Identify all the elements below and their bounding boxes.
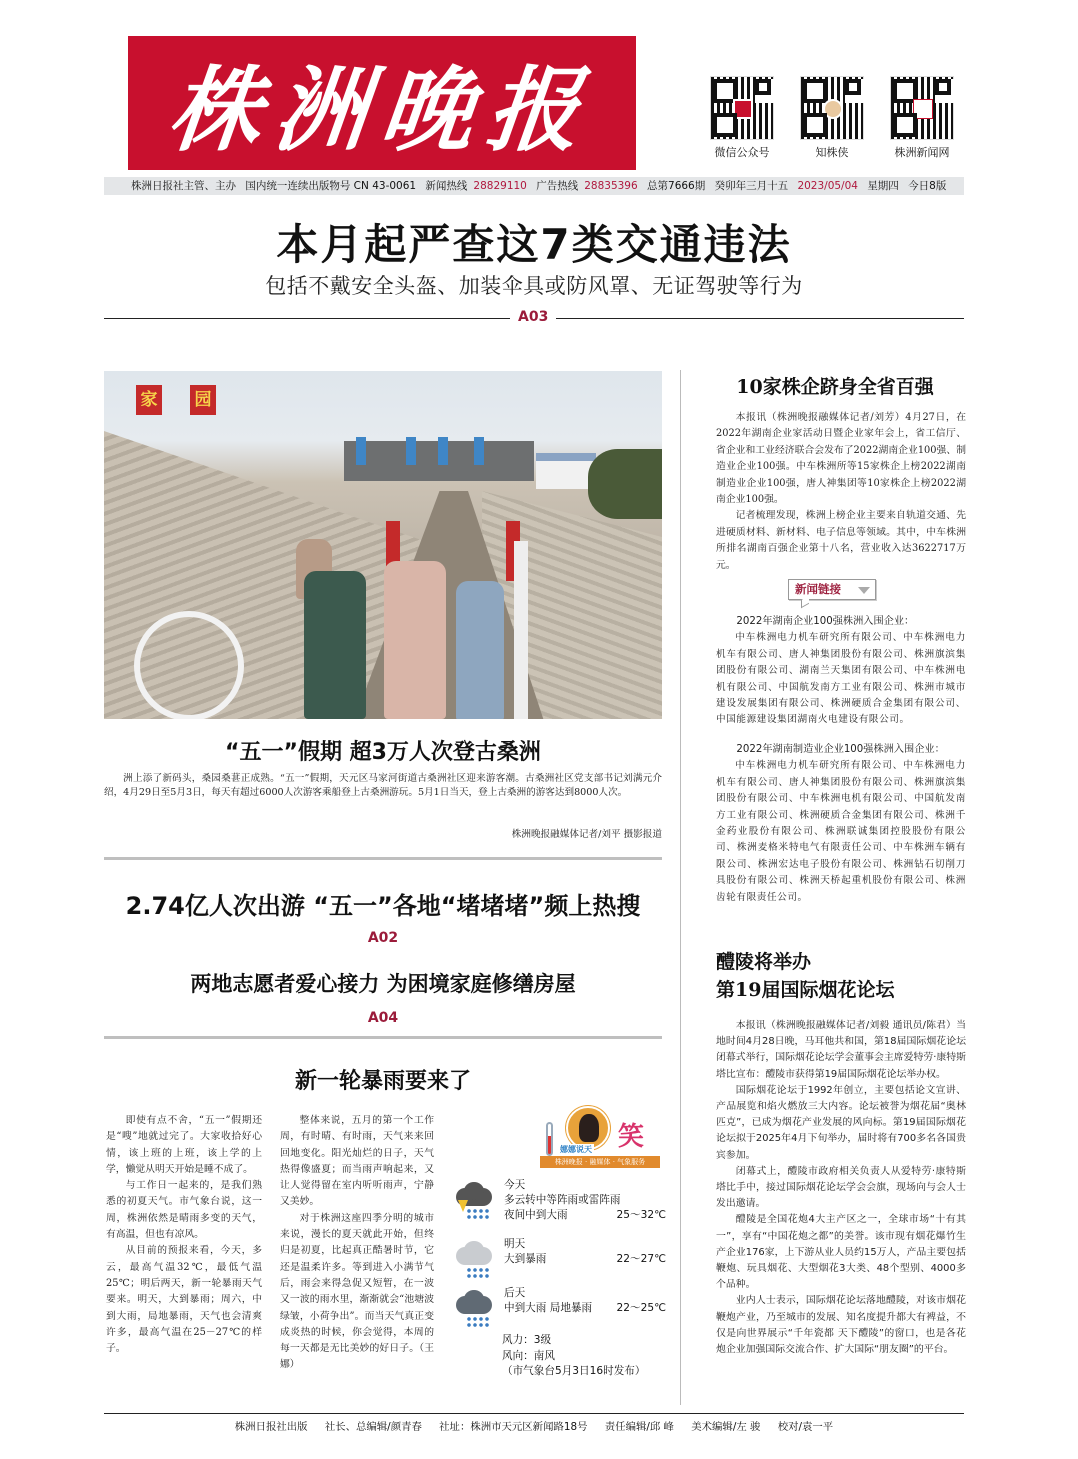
forecast-temp: 25～32℃: [616, 1209, 666, 1221]
chevron-down-icon: [858, 587, 870, 594]
qr-label: 微信公众号: [714, 146, 770, 159]
list-text: 中车株洲电力机车研究所有限公司、中车株洲电力机车有限公司、唐人神集团股份有限公司、株洲旗滨集团股份有限公司、中车株洲电机有限公司、中国航发南方工业有限公司、株洲硬质合金集团有限公司、株洲千金药业股份有限公司、株洲联诚集团控股股份有限公司、株洲麦格米特电气有限责任公司、中车株洲车辆有限公司、株洲宏达电子股份有限公司、株洲钻石切削刀具股份有限公司、株洲天桥起重机股份有限公司、株洲齿轮有限责任公司。: [716, 760, 966, 903]
thermometer-icon: [546, 1122, 553, 1156]
rain-icon: [452, 1290, 494, 1318]
news-hotline-label: 新闻热线: [425, 180, 468, 192]
list-text: 中车株洲电力机车研究所有限公司、中车株洲电力机车有限公司、唐人神集团股份有限公司、株洲旗滨集团股份有限公司、湖南兰天集团有限公司、中车株洲电机有限公司、中国航发南方工业有限公司、株洲市城市建设发展集团有限公司、株洲硬质合金集团有限公司、中国能源建设集团湖南火电建设有限公司。: [716, 632, 966, 726]
news-photo: [104, 371, 662, 719]
footer-publisher: 株洲日报社出版: [234, 1421, 308, 1433]
issue-info-bar: [104, 177, 964, 195]
teaser-headline[interactable]: 两地志愿者爱心接力 为困境家庭修缮房屋: [190, 972, 576, 996]
page-ref-a02[interactable]: A02: [367, 930, 399, 946]
qr-news-site[interactable]: [888, 76, 956, 160]
forecast-issued: （市气象台5月3日16时发布）: [502, 1365, 646, 1377]
page-ref-a03[interactable]: A03: [510, 309, 556, 325]
footer-art-editor: 美术编辑/左 骏: [691, 1421, 761, 1433]
qr-code-group: [708, 76, 956, 160]
badge-char: 笑: [618, 1122, 645, 1152]
qr-code-icon: [800, 76, 864, 140]
company-list: [716, 614, 966, 729]
photo-story-text: 洲上添了新码头，桑园桑葚正成熟。“五一”假期，天元区马家河街道古桑洲社区迎来游客潮。古桑洲社区党支部书记刘满元介绍，4月29日至5月3日，每天有超过6000人次游客乘船登上古桑洲游玩。5月1日当天，登上古桑洲的游客达到8000人次。: [104, 773, 662, 798]
paragraph: 本报讯（株洲晚报融媒体记者/刘毅 通讯员/陈君）当地时间4月28日晚，马耳他共和国，第18届国际烟花论坛闭幕式举行，国际烟花论坛学会董事会主席爱特劳·康特斯塔比宣布：醴陵市获得第19届国际烟花论坛举办权。: [716, 1020, 967, 1080]
publisher-info: 株洲日报社主管、主办: [131, 180, 236, 192]
weather-column-badge: [540, 1104, 660, 1170]
right-story-title[interactable]: 10家株企跻身全省百强: [736, 376, 934, 398]
photo-sign: 家: [136, 385, 162, 415]
heavy-rain-icon: [452, 1241, 494, 1269]
title-line: 第19届国际烟花论坛: [716, 979, 895, 1001]
wind-direction: 风向：南风: [502, 1349, 555, 1362]
badge-name: 娜娜说天: [560, 1145, 592, 1154]
ad-hotline-label: 广告热线: [536, 180, 579, 192]
company-list: [716, 742, 966, 906]
forecast-condition: 夜间中到大雨: [504, 1209, 568, 1221]
title-line: 醴陵将举办: [716, 951, 812, 973]
paragraph: 闭幕式上，醴陵市政府相关负责人从爱特劳·康特斯塔比手中，接过国际烟花论坛学会会旗，现场向与会人士发出邀请。: [716, 1165, 966, 1210]
masthead-logo: [128, 36, 636, 170]
ad-hotline: 28835396: [584, 180, 638, 192]
weather-story-title[interactable]: 新一轮暴雨要来了: [294, 1068, 471, 1094]
forecast-temp: 22～27℃: [616, 1253, 666, 1265]
paragraph: 与工作日一起来的，是我们熟悉的初夏天气。市气象台说，这一周，株洲依然是晴雨多变的天气，有高温，但也有凉风。: [106, 1180, 262, 1241]
serial-number: 国内统一连续出版物号 CN 43-0061: [245, 180, 417, 192]
footer-address: 社址：株洲市天元区新闻路18号: [439, 1421, 588, 1433]
weather-story-column: [106, 1113, 262, 1357]
paragraph: 本报讯（株洲晚报融媒体记者/刘芳）4月27日，在2022年湖南企业家活动日暨企业家年会上，省工信厅、省企业和工业经济联合会发布了2022湖南企业100强、制造业企业100强。中车株洲所等15家株企上榜2022湖南制造业企业100强，唐人神集团等10家株企上榜2022湖南企业100强。: [716, 412, 966, 506]
wind-force: 风力：3级: [502, 1334, 552, 1346]
lead-headline[interactable]: 本月起严查这7类交通违法: [276, 220, 792, 269]
column-divider: [680, 370, 681, 1405]
qr-zhizhuxia[interactable]: [798, 76, 866, 160]
paragraph: 业内人士表示，国际烟花论坛落地醴陵，对该市烟花鞭炮产业，乃至城市的发展、知名度提升都大有裨益，不仅是向世界展示“千年瓷都 天下醴陵”的窗口，也是各花炮企业加强国际交流合作、扩大国际“朋友圈”的平台。: [716, 1295, 966, 1356]
footer-duty-editor: 责任编辑/邱 峰: [604, 1421, 674, 1433]
weekday: 星期四: [867, 180, 899, 192]
list-heading: 2022年湖南制造业企业100强株洲入围企业：: [736, 744, 945, 755]
page-count: 今日8版: [908, 180, 947, 192]
photo-story-title[interactable]: “五一”假期 超3万人次登古桑洲: [225, 740, 541, 765]
right-story-body: [716, 410, 966, 574]
qr-wechat[interactable]: [708, 76, 776, 160]
news-link-label: 新闻链接: [795, 582, 841, 596]
forecast-condition: 大到暴雨: [504, 1253, 547, 1265]
paragraph: 整体来说，五月的第一个工作周，有时晴、有时雨，天气来来回回地变化。阳光灿烂的日子，天气热得像盛夏；而当雨声响起来，又让人觉得留在室内听听雨声，宁静又美妙。: [280, 1115, 434, 1208]
paragraph: 即使有点不舍，“五一”假期还是“嗖”地就过完了。大家收拾好心情，该上班的上班，该上学的上学，懒觉从明天开始是睡不成了。: [106, 1115, 262, 1175]
forecast-day-label: 明天: [504, 1238, 526, 1250]
forecast-temp: 22～25℃: [616, 1302, 666, 1314]
divider: [104, 857, 662, 860]
divider: [104, 1413, 964, 1414]
qr-label: 株洲新闻网: [894, 146, 950, 159]
lunar-date: 癸卯年三月十五: [714, 180, 789, 192]
qr-label: 知株侠: [815, 146, 849, 159]
right-story-title[interactable]: [716, 948, 976, 1004]
footer-chief-editor: 社长、总编辑/颜青春: [324, 1421, 422, 1433]
forecast-condition: 多云转中等阵雨或雷阵雨: [504, 1194, 621, 1206]
paragraph: 从目前的预报来看，今天，多云，最高气温32℃，最低气温25℃；明后两天，新一轮暴雨天气要来。明天，大到暴雨；周六，中到大雨，局地暴雨，天气也会清爽许多，最高气温在25－27℃的样子。: [106, 1245, 262, 1355]
issue-number: 总第7666期: [647, 180, 706, 192]
teaser-headline[interactable]: 2.74亿人次出游 “五一”各地“堵堵堵”频上热搜: [125, 892, 641, 920]
page-ref-a04[interactable]: A04: [367, 1010, 399, 1026]
news-hotline: 28829110: [473, 180, 527, 192]
issue-date: 2023/05/04: [797, 180, 858, 192]
news-link-tag[interactable]: [788, 579, 876, 600]
paragraph: 记者梳理发现，株洲上榜企业主要来自轨道交通、先进硬质材料、新材料、电子信息等领域。其中，中车株洲所排名湖南百强企业第十八名，营业收入达3622717万元。: [716, 510, 966, 571]
footer-credits: [104, 1418, 964, 1433]
qr-code-icon: [890, 76, 954, 140]
badge-strip: 株洲晚报 · 融媒体 · 气象服务: [540, 1156, 660, 1168]
list-heading: 2022年湖南企业100强株洲入围企业：: [736, 616, 915, 627]
right-story-body: [716, 1018, 966, 1358]
photo-sign: 园: [190, 385, 216, 415]
photo-credit: 株洲晚报融媒体记者/刘平 摄影报道: [511, 829, 662, 840]
paragraph: 醴陵是全国花炮4大主产区之一，全球市场“十有其一”，享有“中国花炮之都”的美誉。该市现有烟花爆竹生产企业176家，上下游从业人员约15万人，产品主要包括鞭炮、玩具烟花、大型烟花3大类、48个型别、4000多个品种。: [716, 1214, 966, 1291]
newspaper-title: 株洲晚报: [163, 56, 599, 164]
forecast-condition: 中到大雨 局地暴雨: [504, 1302, 593, 1314]
wind-info: [502, 1333, 646, 1380]
forecast-day: [452, 1237, 664, 1293]
footer-proofreader: 校对/袁一平: [777, 1421, 834, 1433]
qr-code-icon: [710, 76, 774, 140]
lead-subhead: 包括不戴安全头盔、加装伞具或防风罩、无证驾驶等行为: [265, 274, 803, 298]
forecast-day-label: 后天: [504, 1287, 526, 1299]
paragraph: 国际烟花论坛于1992年创立，主要包括论文宣讲、产品展览和焰火燃放三大内容。论坛被誉为烟花届“奥林匹克”，已成为烟花产业发展的风向标。第19届国际烟花论坛拟于2025年4月下旬举办，届时将有700多名各国贵宾参加。: [716, 1084, 966, 1161]
forecast-day: [452, 1178, 664, 1234]
paragraph: 对于株洲这座四季分明的城市来说，漫长的夏天就此开始，但终归是初夏，比起真正酷暑时节，它还是温柔许多。等到进入小满节气后，雨会来得急促又短暂，在一波又一波的雨水里，渐渐就会“池塘波绿皱，小荷争出”。而当天气真正变成炎热的时候，你会觉得，本周的每一天都是无比美妙的好日子。（王娜）: [280, 1212, 434, 1371]
weather-story-column: [280, 1113, 434, 1374]
divider: [104, 1036, 662, 1039]
forecast-day-label: 今天: [504, 1179, 526, 1191]
